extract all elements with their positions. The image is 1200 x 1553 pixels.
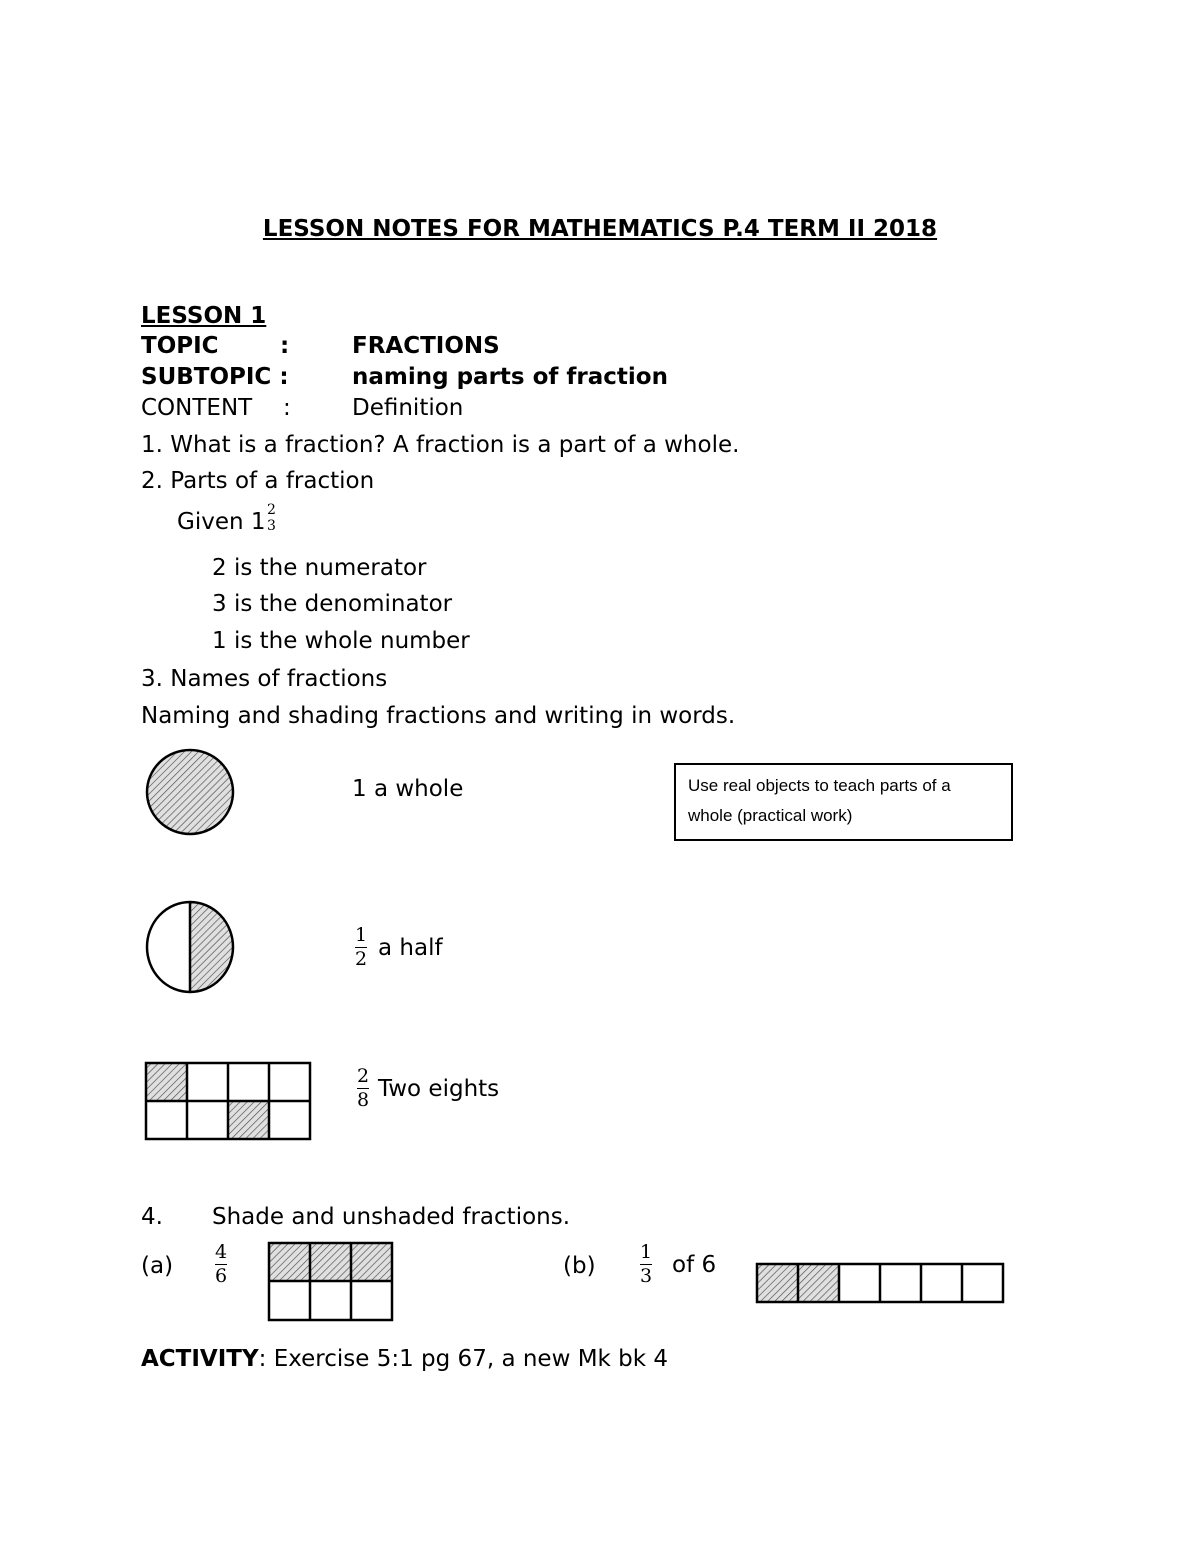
half-numerator: 1 xyxy=(355,924,368,946)
names-heading: 3. Names of fractions xyxy=(141,666,388,692)
part-a-fraction xyxy=(215,1243,227,1286)
shade-heading-number: 4. xyxy=(141,1204,163,1230)
fraction-definition: 1. What is a fraction? A fraction is a part of a whole. xyxy=(141,432,740,458)
given-text: Given 1 xyxy=(177,509,266,535)
part-b-label: (b) xyxy=(563,1253,596,1279)
part-a-grid-diagram xyxy=(268,1242,394,1322)
given-numerator: 2 xyxy=(267,502,276,518)
whole-label: 1 a whole xyxy=(352,776,464,802)
content-label: CONTENT xyxy=(141,395,253,421)
parts-heading: 2. Parts of a fraction xyxy=(141,468,375,494)
part-b-of-text: of 6 xyxy=(672,1252,717,1278)
half-fraction xyxy=(355,926,367,969)
half-denominator: 2 xyxy=(355,948,368,970)
eighths-label: Two eights xyxy=(378,1076,500,1102)
teacher-note-box xyxy=(674,763,1013,841)
eighths-numerator: 2 xyxy=(357,1065,370,1087)
activity-text: : Exercise 5:1 pg 67, a new Mk bk 4 xyxy=(258,1346,669,1372)
subtopic-label: SUBTOPIC : xyxy=(141,364,289,390)
topic-label: TOPIC xyxy=(141,333,219,359)
given-fraction xyxy=(267,503,276,533)
part-b-fraction xyxy=(640,1243,652,1286)
eighths-denominator: 8 xyxy=(357,1089,370,1111)
numerator-line: 2 is the numerator xyxy=(212,555,427,581)
eighths-fraction xyxy=(357,1067,369,1110)
part-b-denominator: 3 xyxy=(640,1265,653,1287)
part-b-numerator: 1 xyxy=(640,1241,653,1263)
subtopic-value: naming parts of fraction xyxy=(352,364,668,390)
topic-value: FRACTIONS xyxy=(352,333,500,359)
part-a-label: (a) xyxy=(141,1253,174,1279)
topic-colon: : xyxy=(280,333,290,359)
activity-line xyxy=(141,1346,668,1372)
shade-heading: Shade and unshaded fractions. xyxy=(212,1204,571,1230)
lesson-heading: LESSON 1 xyxy=(141,303,267,329)
content-value: Definition xyxy=(352,395,464,421)
whole-circle-diagram xyxy=(145,748,237,838)
denominator-line: 3 is the denominator xyxy=(212,591,453,617)
half-label: a half xyxy=(378,935,443,961)
content-colon: : xyxy=(283,395,291,421)
naming-instruction: Naming and shading fractions and writing in words. xyxy=(141,703,736,729)
teacher-note: Use real objects to teach parts of a whole (practical work) xyxy=(688,776,951,825)
page-title: LESSON NOTES FOR MATHEMATICS P.4 TERM II 2018 xyxy=(262,216,938,242)
given-denominator: 3 xyxy=(267,518,276,534)
half-circle-diagram xyxy=(145,900,237,994)
activity-label: ACTIVITY xyxy=(141,1346,259,1372)
part-a-numerator: 4 xyxy=(215,1241,228,1263)
part-a-denominator: 6 xyxy=(215,1265,228,1287)
part-b-strip-diagram xyxy=(756,1263,1006,1305)
eighths-grid-diagram xyxy=(145,1062,313,1142)
whole-number-line: 1 is the whole number xyxy=(212,628,470,654)
